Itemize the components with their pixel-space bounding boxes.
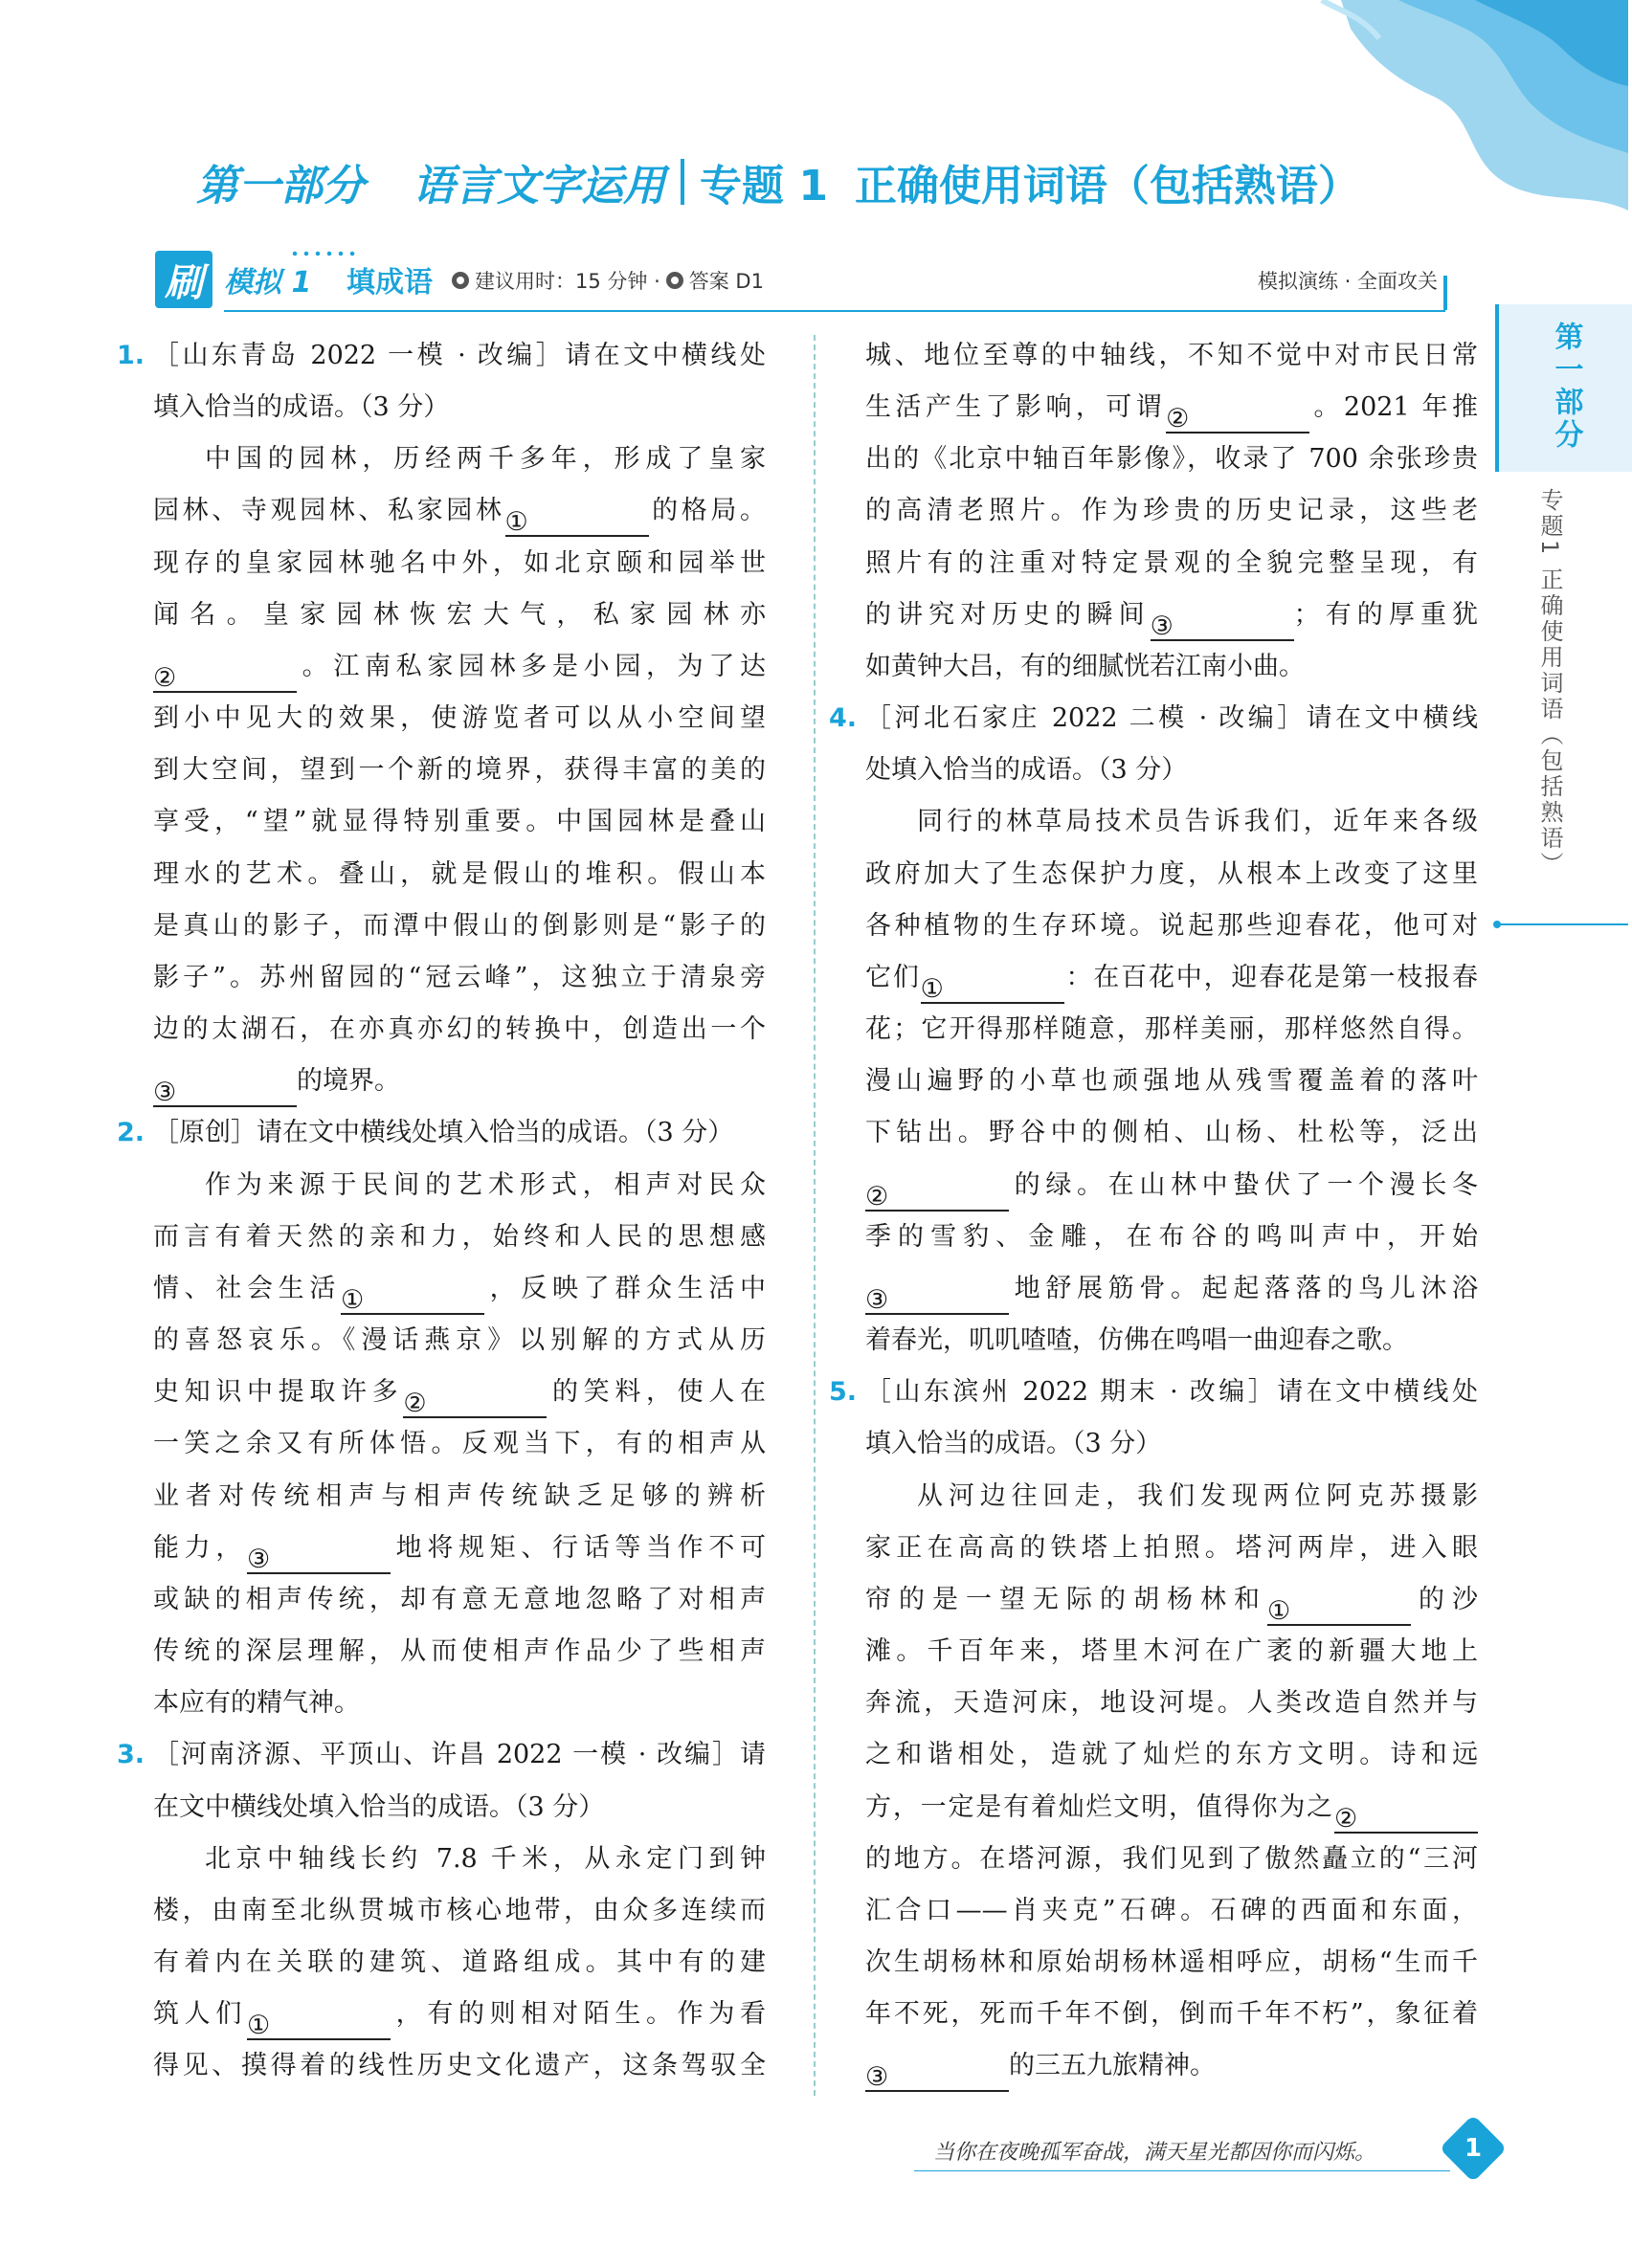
text-segment: 的笑料，使人在 bbox=[547, 1377, 767, 1408]
text-segment: 中国的园林，历经两千多年，形成了皇家 bbox=[205, 444, 766, 475]
text-segment: 传统的深层理解，从而使相声作品少了些相声 bbox=[153, 1636, 766, 1667]
text-segment: ：在百花中，迎春花是第一枝报春 bbox=[1063, 962, 1479, 992]
text-line bbox=[153, 1834, 766, 1885]
text-line bbox=[153, 693, 766, 745]
text-segment: 闻名。皇家园林恢宏大气，私家园林亦 bbox=[153, 599, 766, 630]
text-segment: 汇合口——肖夹克”石碑。石碑的西面和东面， bbox=[865, 1895, 1478, 1925]
side-tab-part: 第一部分 bbox=[1549, 322, 1583, 452]
topic-label: 专题 1 bbox=[700, 162, 828, 211]
text-segment: 北京中轴线长约 7.8 千米，从永定门到钟 bbox=[205, 1843, 766, 1874]
answer-blank[interactable]: ③ bbox=[153, 1067, 297, 1107]
text-segment: ［原创］请在文中横线处填入恰当的成语。（3 分） bbox=[153, 1118, 734, 1148]
question-number: 2. bbox=[117, 1118, 145, 1148]
text-segment: 照片有的注重对特定景观的全貌完整呈现，有 bbox=[865, 547, 1478, 578]
text-line bbox=[865, 1989, 1478, 2040]
text-segment: ［河北石家庄 2022 二模 · 改编］请在文中横线 bbox=[865, 703, 1478, 734]
text-segment: 楼，由南至北纵贯城市核心地带，由众多连续而 bbox=[153, 1895, 766, 1925]
dots-decoration bbox=[289, 251, 356, 256]
header-divider bbox=[681, 159, 684, 205]
text-line bbox=[153, 538, 766, 589]
text-segment: 地舒展筋骨。起起落落的鸟儿沐浴 bbox=[1009, 1273, 1478, 1303]
text-segment: ［山东滨州 2022 期末 · 改编］请在文中横线处 bbox=[865, 1377, 1478, 1408]
text-segment: 享受，“望”就显得特别重要。中国园林是叠山 bbox=[153, 807, 766, 837]
text-segment: 着春光，叽叽喳喳，仿佛在鸣唱一曲迎春之歌。 bbox=[865, 1325, 1408, 1356]
answer-blank[interactable]: ② bbox=[153, 653, 297, 693]
answer-blank[interactable]: ① bbox=[921, 964, 1064, 1004]
text-segment: 到小中见大的效果，使游览者可以从小空间望 bbox=[153, 703, 766, 734]
text-segment: 筑人们 bbox=[153, 1999, 247, 2030]
answer-blank[interactable]: ② bbox=[865, 1171, 1009, 1212]
text-segment: 是真山的影子，而潭中假山的倒影则是“影子的 bbox=[153, 910, 766, 941]
text-segment: 作为来源于民间的艺术形式，相声对民众 bbox=[205, 1169, 766, 1200]
text-line bbox=[153, 1574, 766, 1626]
text-line bbox=[865, 589, 1478, 641]
text-segment: 处填入恰当的成语。（3 分） bbox=[865, 755, 1188, 786]
text-line bbox=[865, 849, 1478, 901]
answer-ref: 答案 D1 bbox=[688, 270, 764, 293]
text-segment: 之和谐相处，造就了灿烂的东方文明。诗和远 bbox=[865, 1740, 1478, 1770]
text-line bbox=[865, 1729, 1478, 1781]
text-line bbox=[865, 1418, 1478, 1470]
section-title: 语言文字运用 bbox=[413, 162, 665, 211]
answer-blank[interactable]: ② bbox=[403, 1378, 547, 1418]
text-segment: 的讲究对历史的瞬间 bbox=[865, 599, 1151, 630]
text-line bbox=[153, 382, 766, 434]
topic-title: 正确使用词语（包括熟语） bbox=[854, 162, 1360, 211]
text-segment: 到大空间，望到一个新的境界，获得丰富的美的 bbox=[153, 755, 766, 786]
text-line bbox=[829, 1367, 1478, 1418]
text-line bbox=[865, 745, 1478, 796]
text-line bbox=[865, 538, 1478, 589]
text-segment: 它们 bbox=[865, 962, 921, 992]
text-line bbox=[153, 1263, 766, 1315]
text-line bbox=[153, 1678, 766, 1729]
text-segment: 的地方。在塔河源，我们见到了傲然矗立的“三河 bbox=[865, 1843, 1478, 1874]
answer-blank[interactable]: ① bbox=[247, 2000, 391, 2040]
text-line bbox=[153, 1523, 766, 1574]
text-segment: ，有的则相对陌生。作为看 bbox=[391, 1999, 766, 2030]
text-line bbox=[865, 1315, 1478, 1367]
text-segment: 滩。千百年来，塔里木河在广袤的新疆大地上 bbox=[865, 1636, 1478, 1667]
text-segment: 年不死，死而千年不倒，倒而千年不朽”，象征着 bbox=[865, 1999, 1478, 2030]
text-line bbox=[153, 1004, 766, 1056]
page-header bbox=[196, 144, 1441, 220]
text-segment: 情、社会生活 bbox=[153, 1273, 341, 1303]
text-line bbox=[865, 2040, 1478, 2092]
text-line bbox=[117, 1107, 766, 1159]
text-line bbox=[865, 1782, 1478, 1834]
text-segment: 边的太湖石，在亦真亦幻的转换中，创造出一个 bbox=[153, 1014, 766, 1045]
suggested-time: 建议用时：15 分钟 · bbox=[475, 270, 660, 293]
text-segment: ［山东青岛 2022 一模 · 改编］请在文中横线处 bbox=[153, 341, 766, 370]
text-line bbox=[865, 1004, 1478, 1056]
text-line bbox=[153, 796, 766, 848]
text-line bbox=[865, 796, 1478, 848]
text-line bbox=[153, 1160, 766, 1212]
text-line bbox=[865, 1523, 1478, 1574]
section-hook bbox=[1443, 276, 1447, 310]
text-segment: 花；它开得那样随意，那样美丽，那样悠然自得。 bbox=[865, 1014, 1478, 1045]
text-segment: 地将规矩、行话等当作不可 bbox=[391, 1532, 766, 1563]
text-segment: 园林、寺观园林、私家园林 bbox=[153, 496, 505, 526]
text-segment: 业者对传统相声与相声传统缺乏足够的辨析 bbox=[153, 1480, 766, 1511]
text-line bbox=[153, 1418, 766, 1470]
text-segment: 能力， bbox=[153, 1532, 247, 1563]
text-segment: 影子”。苏州留园的“冠云峰”，这独立于清泉旁 bbox=[153, 962, 766, 992]
text-segment: 从河边往回走，我们发现两位阿克苏摄影 bbox=[917, 1480, 1478, 1511]
text-line bbox=[117, 330, 766, 382]
text-line bbox=[865, 641, 1478, 693]
text-line bbox=[153, 901, 766, 952]
text-line bbox=[829, 693, 1478, 745]
side-tab bbox=[1495, 304, 1632, 472]
page-number: 1 bbox=[1464, 2134, 1483, 2163]
text-segment: 的境界。 bbox=[297, 1066, 400, 1097]
answer-blank[interactable]: ③ bbox=[247, 1534, 391, 1574]
answer-blank[interactable]: ③ bbox=[865, 1275, 1009, 1315]
text-line bbox=[153, 1937, 766, 1989]
text-segment: 得见、摸得着的线性历史文化遗产，这条驾驭全 bbox=[153, 2051, 766, 2081]
text-segment: 帘的是一望无际的胡杨林和 bbox=[865, 1584, 1267, 1614]
text-line bbox=[153, 434, 766, 485]
question-number: 1. bbox=[117, 341, 145, 370]
side-topic: 专题1 正确使用词语（包括熟语） bbox=[1536, 488, 1563, 878]
text-line bbox=[153, 952, 766, 1004]
text-line bbox=[865, 330, 1478, 382]
text-segment: 理水的艺术。叠山，就是假山的堆积。假山本 bbox=[153, 858, 766, 889]
side-divider bbox=[1495, 923, 1628, 925]
text-segment: 漫山遍野的小草也顽强地从残雪覆盖着的落叶 bbox=[865, 1066, 1478, 1097]
section-bar-right-label: 模拟演练 · 全面攻关 bbox=[1257, 270, 1438, 293]
column-divider bbox=[814, 335, 816, 2096]
shua-badge: 刷 bbox=[155, 251, 212, 308]
text-segment: 生活产生了影响，可谓 bbox=[865, 392, 1167, 423]
text-segment: 次生胡杨林和原始胡杨林遥相呼应，胡杨“生而千 bbox=[865, 1947, 1478, 1978]
text-line bbox=[153, 1367, 766, 1418]
text-line bbox=[865, 1056, 1478, 1107]
footer-rule bbox=[914, 2170, 1450, 2171]
text-segment: ，反映了群众生活中 bbox=[484, 1273, 766, 1303]
text-segment: 如黄钟大吕，有的细腻恍若江南小曲。 bbox=[865, 651, 1305, 681]
text-segment: 的沙 bbox=[1411, 1584, 1478, 1614]
text-segment: 。2021 年推 bbox=[1309, 392, 1479, 423]
answer-blank[interactable]: ② bbox=[1334, 1793, 1478, 1834]
text-segment: 的喜怒哀乐。《漫话燕京》以别解的方式从历 bbox=[153, 1325, 766, 1356]
answer-blank[interactable]: ③ bbox=[865, 2052, 1009, 2092]
text-line bbox=[153, 1885, 766, 1937]
question-number: 5. bbox=[829, 1377, 858, 1408]
exercise-meta bbox=[452, 266, 764, 295]
text-segment: 填入恰当的成语。（3 分） bbox=[153, 392, 450, 423]
text-line bbox=[865, 434, 1478, 485]
text-line bbox=[865, 1626, 1478, 1678]
practice-label: 模拟 1 bbox=[224, 266, 312, 300]
answer-blank[interactable]: ① bbox=[505, 497, 649, 537]
text-line bbox=[865, 1160, 1478, 1212]
text-line bbox=[865, 485, 1478, 537]
text-line bbox=[865, 1937, 1478, 1989]
text-segment: 城、地位至尊的中轴线，不知不觉中对市民日常 bbox=[865, 341, 1478, 370]
text-line bbox=[153, 2040, 766, 2092]
text-segment: 本应有的精气神。 bbox=[153, 1688, 360, 1719]
text-segment: 现存的皇家园林驰名中外，如北京颐和园举世 bbox=[153, 547, 766, 578]
text-line bbox=[117, 1729, 766, 1781]
text-segment: 政府加大了生态保护力度，从根本上改变了这里 bbox=[865, 858, 1478, 889]
section-bar bbox=[155, 251, 1476, 314]
answer-icon bbox=[666, 272, 683, 289]
text-segment: 史知识中提取许多 bbox=[153, 1377, 404, 1408]
text-line bbox=[865, 1471, 1478, 1523]
text-segment: 或缺的相声传统，却有意无意地忽略了对相声 bbox=[153, 1584, 766, 1614]
text-line bbox=[153, 1315, 766, 1367]
text-segment: 同行的林草局技术员告诉我们，近年来各级 bbox=[917, 807, 1478, 837]
text-line bbox=[153, 1626, 766, 1678]
part-title: 第一部分 bbox=[196, 162, 365, 211]
text-segment: 填入恰当的成语。（3 分） bbox=[865, 1429, 1162, 1459]
footer-motto: 当你在夜晚孤军奋战，满天星光都因你而闪烁。 bbox=[933, 2141, 1376, 2165]
text-line bbox=[153, 1782, 766, 1834]
text-segment: 的高清老照片。作为珍贵的历史记录，这些老 bbox=[865, 496, 1478, 526]
question-number: 4. bbox=[829, 703, 858, 734]
text-line bbox=[865, 1263, 1478, 1315]
answer-blank[interactable]: ② bbox=[1166, 393, 1309, 434]
text-segment: 一笑之余又有所体悟。反观当下，有的相声从 bbox=[153, 1429, 766, 1459]
text-line bbox=[153, 589, 766, 641]
text-line bbox=[153, 745, 766, 796]
text-segment: 家正在高高的铁塔上拍照。塔河两岸，进入眼 bbox=[865, 1532, 1478, 1563]
text-line bbox=[865, 1885, 1478, 1937]
text-line bbox=[865, 382, 1478, 434]
question-number: 3. bbox=[117, 1740, 145, 1770]
text-segment: ；有的厚重犹 bbox=[1293, 599, 1479, 630]
text-line bbox=[153, 1056, 766, 1107]
text-line bbox=[865, 1212, 1478, 1263]
answer-blank[interactable]: ① bbox=[341, 1275, 484, 1315]
text-segment: 奔流，天造河床，地设河堤。人类改造自然并与 bbox=[865, 1688, 1478, 1719]
text-line bbox=[153, 485, 766, 537]
text-segment: 出的《北京中轴百年影像》，收录了 700 余张珍贵 bbox=[865, 444, 1478, 475]
text-segment: 有着内在关联的建筑、道路组成。其中有的建 bbox=[153, 1947, 766, 1978]
text-segment: 在文中横线处填入恰当的成语。（3 分） bbox=[153, 1791, 605, 1822]
text-line bbox=[865, 1107, 1478, 1159]
text-segment: 的绿。在山林中蛰伏了一个漫长冬 bbox=[1009, 1169, 1478, 1200]
text-segment: ［河南济源、平顶山、许昌 2022 一模 · 改编］请 bbox=[153, 1740, 766, 1770]
answer-blank[interactable]: ① bbox=[1267, 1586, 1411, 1626]
text-line bbox=[865, 952, 1478, 1004]
text-line bbox=[865, 901, 1478, 952]
text-segment: 各种植物的生存环境。说起那些迎春花，他可对 bbox=[865, 910, 1478, 941]
text-segment: 。江南私家园林多是小园，为了达 bbox=[297, 651, 766, 681]
text-segment: 而言有着天然的亲和力，始终和人民的思想感 bbox=[153, 1221, 766, 1252]
section-underline bbox=[224, 310, 1445, 312]
answer-blank[interactable]: ③ bbox=[1151, 601, 1294, 641]
clock-icon bbox=[452, 272, 469, 289]
text-line bbox=[153, 849, 766, 901]
text-line bbox=[153, 1212, 766, 1263]
text-segment: 下钻出。野谷中的侧柏、山杨、杜松等，泛出 bbox=[865, 1118, 1478, 1148]
text-segment: 的格局。 bbox=[648, 496, 766, 526]
exercise-type: 填成语 bbox=[347, 266, 433, 300]
text-line bbox=[153, 641, 766, 693]
text-line bbox=[153, 1471, 766, 1523]
text-segment: 方，一定是有着灿烂文明，值得你为之 bbox=[865, 1791, 1334, 1822]
text-line bbox=[865, 1834, 1478, 1885]
text-segment: 的三五九旅精神。 bbox=[1009, 2051, 1216, 2081]
text-segment: 季的雪豹、金雕，在布谷的鸣叫声中，开始 bbox=[865, 1221, 1478, 1252]
text-line bbox=[865, 1574, 1478, 1626]
text-line bbox=[153, 1989, 766, 2040]
text-line bbox=[865, 1678, 1478, 1729]
